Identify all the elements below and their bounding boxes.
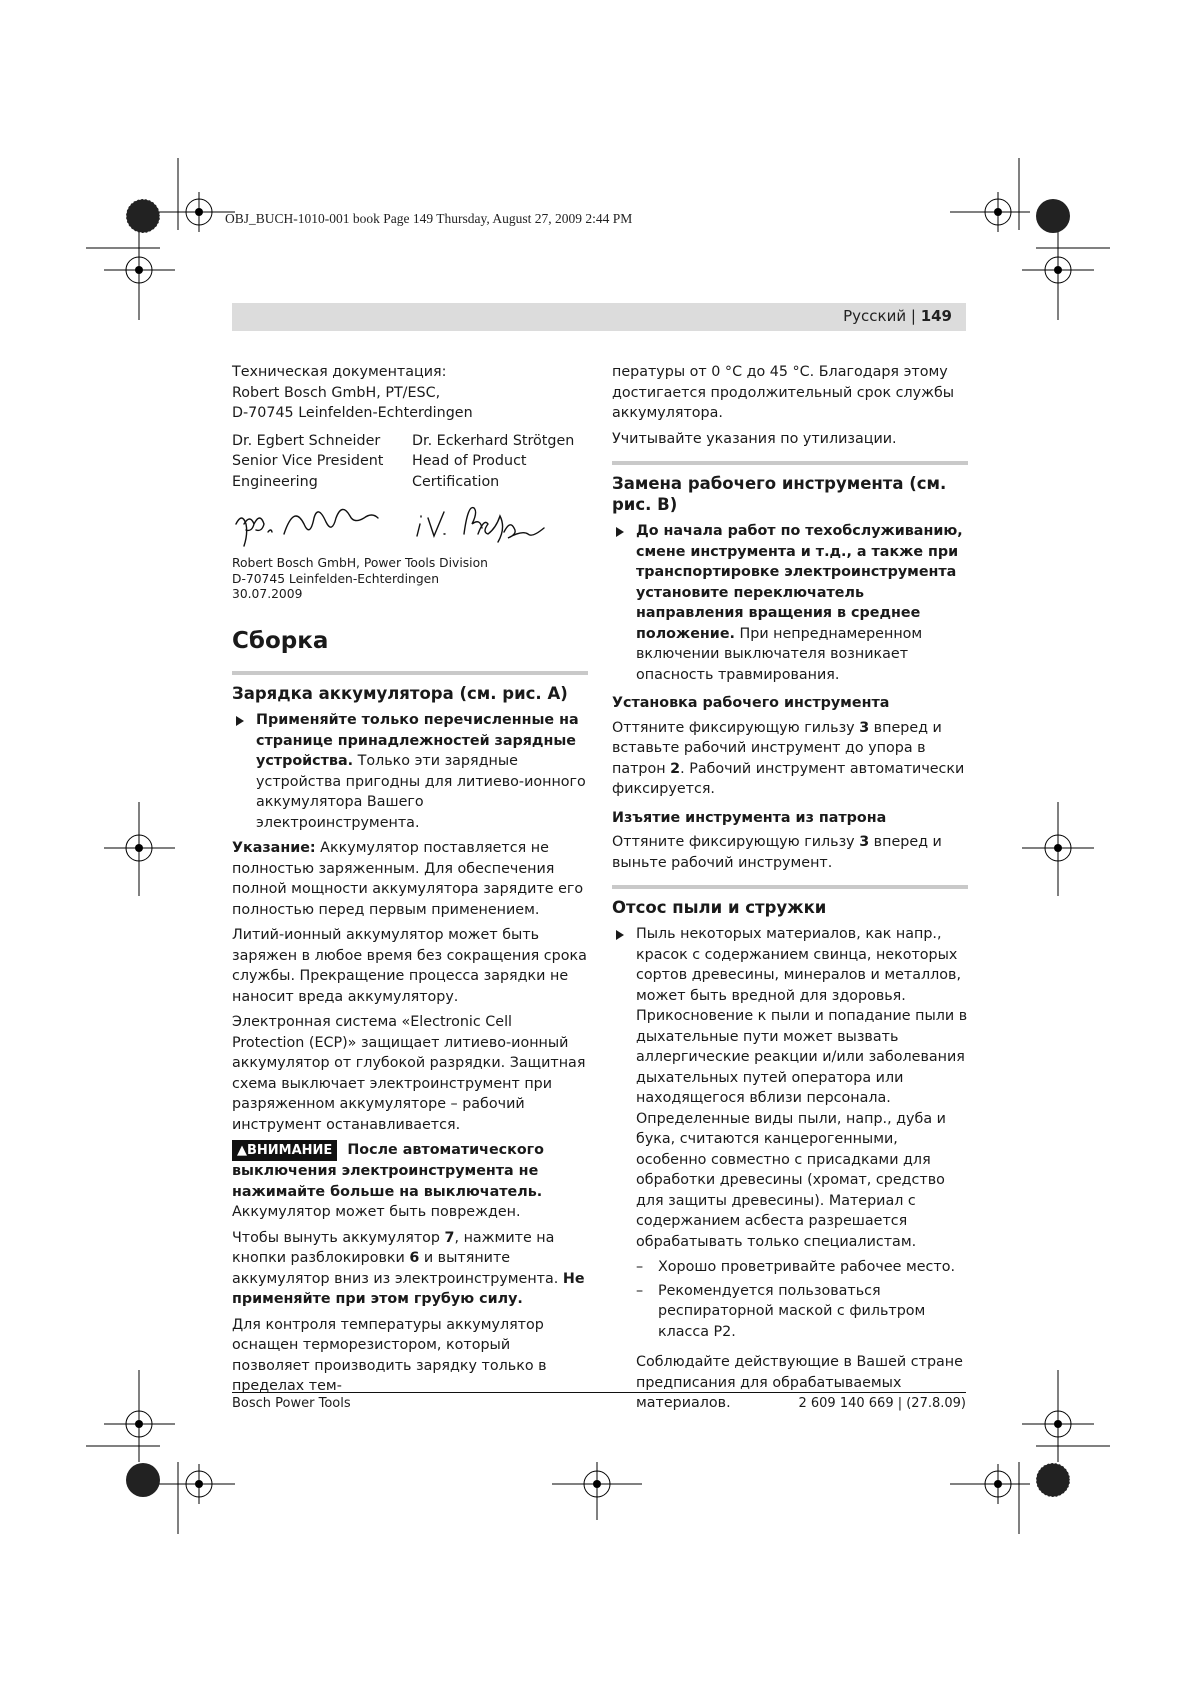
charging-note: [232, 838, 588, 920]
charging-bullet: [232, 710, 588, 833]
division-line: Robert Bosch GmbH, Power Tools Division: [232, 556, 488, 570]
remove-tool-text-b: вперед и выньте рабочий инструмент.: [612, 834, 942, 871]
part-number: 2: [670, 760, 681, 777]
part-number: 6: [409, 1250, 420, 1266]
warning-text: Аккумулятор может быть поврежден.: [232, 1204, 521, 1220]
part-number: 3: [859, 719, 870, 736]
page-number: 149: [920, 307, 952, 325]
install-text-a: Оттяните фиксирующую гильзу: [612, 719, 860, 736]
header-title: Русский | 149: [843, 307, 952, 325]
charging-bullet-text: Только эти зарядные устройства пригодны для литиево-ионного аккумулятора Вашего электроинструмента.: [256, 753, 586, 831]
dust-dash-item: [612, 1281, 968, 1343]
print-slug: OBJ_BUCH-1010-001 book Page 149 Thursday, August 27, 2009 2:44 PM: [225, 211, 633, 226]
signer-2: Dr. Eckerhard Strötgen Head of Product Certification: [412, 432, 575, 490]
remove-tool-heading: Изъятие инструмента из патрона: [612, 809, 887, 826]
dust-bullet-text: Пыль некоторых материалов, как напр., красок с содержанием свинца, некоторых сортов древесины, минералов и металлов, может быть вредной для здоровья. Прикосновение к пыли и попадание пыли в дыхательные пути может вызвать аллергические реакции и/или заболевания дыхательных путей оператора или находящегося вблизи персонала. Определенные виды пыли, напр., дуба и бука, считаются канцерогенными, особенно совместно с присадками для обработки древесины (хромат, средство для защиты древесины). Материал с содержанием асбеста разрешается обрабатывать только специалистам.: [636, 926, 968, 1250]
install-text-c: . Рабочий инструмент автоматически фиксируется.: [612, 760, 965, 797]
division-block: [232, 556, 588, 603]
dash-text: Хорошо проветривайте рабочее место.: [658, 1259, 956, 1275]
liion-paragraph: Литий-ионный аккумулятор может быть заряжен в любое время без сокращения срока службы. Прекращение процесса зарядки не наносит вреда аккумулятору.: [232, 927, 587, 1005]
dash-marker: –: [636, 1259, 644, 1275]
warning-triangle-icon: ▲: [237, 1143, 247, 1158]
remove-text-c: и вытяните аккумулятор вниз из электроинструмента.: [232, 1250, 563, 1287]
note-label: Указание:: [232, 840, 316, 856]
tech-doc-line: Robert Bosch GmbH, PT/ESC,: [232, 384, 441, 401]
warning-badge-label: ВНИМАНИЕ: [247, 1143, 333, 1158]
warning-paragraph: [232, 1140, 588, 1223]
warning-bold: После автоматического выключения электроинструмента не нажимайте больше на выключатель.: [232, 1142, 544, 1200]
dust-bullet: [612, 924, 968, 1252]
signer-1: Dr. Egbert Schneider Senior Vice President Engineering: [232, 432, 384, 490]
warning-badge: [232, 1140, 337, 1161]
signatures-image: [232, 494, 588, 552]
part-number: 3: [859, 834, 870, 850]
tool-change-heading: Замена рабочего инструмента (см. рис. B): [612, 461, 968, 515]
dash-text: Рекомендуется пользоваться респираторной маской с фильтром класса P2.: [658, 1282, 926, 1340]
tool-change-bullet-text: При непреднамеренном включении выключателя возникает опасность травмирования.: [636, 625, 923, 683]
left-column: [232, 362, 588, 1402]
temperature-paragraph: Для контроля температуры аккумулятор оснащен терморезистором, который позволяет производить зарядку только в пределах тем-: [232, 1316, 547, 1394]
dust-heading: Отсос пыли и стружки: [612, 885, 968, 918]
bullet-triangle-icon: [616, 527, 624, 537]
remove-text-b: , нажмите на кнопки разблокировки: [232, 1229, 555, 1266]
tech-doc-line: Техническая документация:: [232, 364, 447, 380]
header-language: Русский: [843, 307, 907, 325]
charging-heading: Зарядка аккумулятора (см. рис. А): [232, 671, 588, 704]
remove-battery-paragraph: [232, 1228, 588, 1310]
tool-change-bullet: [612, 521, 968, 685]
division-line: D-70745 Leinfelden-Echterdingen: [232, 571, 439, 586]
temperature-paragraph-cont: пературы от 0 °C до 45 °C. Благодаря этому достигается продолжительный срок службы аккумулятора.: [612, 364, 955, 421]
part-number: 7: [444, 1229, 455, 1246]
section-title: Сборка: [232, 627, 329, 654]
footer-publisher: Bosch Power Tools: [232, 1396, 351, 1411]
tech-doc-line: D-70745 Leinfelden-Echterdingen: [232, 405, 473, 421]
tech-doc-block: [232, 362, 588, 424]
dash-marker: –: [636, 1282, 644, 1299]
disposal-paragraph: Учитывайте указания по утилизации.: [612, 430, 897, 447]
install-heading: Установка рабочего инструмента: [612, 695, 890, 711]
remove-tool-paragraph: [612, 832, 968, 873]
page-header: [232, 303, 966, 331]
install-paragraph: [612, 718, 968, 800]
remove-bold: Не применяйте при этом грубую силу.: [232, 1270, 585, 1307]
remove-text-a: Чтобы вынуть аккумулятор: [232, 1229, 445, 1246]
right-column: [612, 362, 968, 1419]
install-text-b: вперед и вставьте рабочий инструмент до упора в патрон: [612, 719, 942, 777]
dust-dash-item: [612, 1257, 968, 1278]
tool-change-bullet-bold: До начала работ по техобслуживанию, смене инструмента и т.д., а также при транспортировке электроинструмента установите переключатель направления вращения в среднее положение.: [636, 523, 963, 642]
bullet-triangle-icon: [616, 930, 624, 940]
bullet-triangle-icon: [236, 716, 244, 726]
dust-closing: Соблюдайте действующие в Вашей стране предписания для обрабатываемых материалов.: [636, 1354, 963, 1411]
note-text: Аккумулятор поставляется не полностью заряженным. Для обеспечения полной мощности аккумулятора зарядите его полностью перед первым применением.: [232, 840, 584, 918]
charging-bullet-bold: Применяйте только перечисленные на странице принадлежностей зарядные устройства.: [256, 712, 579, 769]
footer-rule: [232, 1392, 966, 1393]
ecp-paragraph: Электронная система «Electronic Cell Protection (ECP)» защищает литиево-ионный аккумулятор от глубокой разрядки. Защитная схема выключает электроинструмент при разряженном аккумуляторе – рабочий инструмент останавливается.: [232, 1014, 586, 1133]
division-line: 30.07.2009: [232, 587, 303, 601]
remove-tool-text-a: Оттяните фиксирующую гильзу: [612, 834, 860, 850]
signer-names: [232, 431, 588, 493]
footer-doc-number: 2 609 140 669 | (27.8.09): [798, 1396, 966, 1411]
